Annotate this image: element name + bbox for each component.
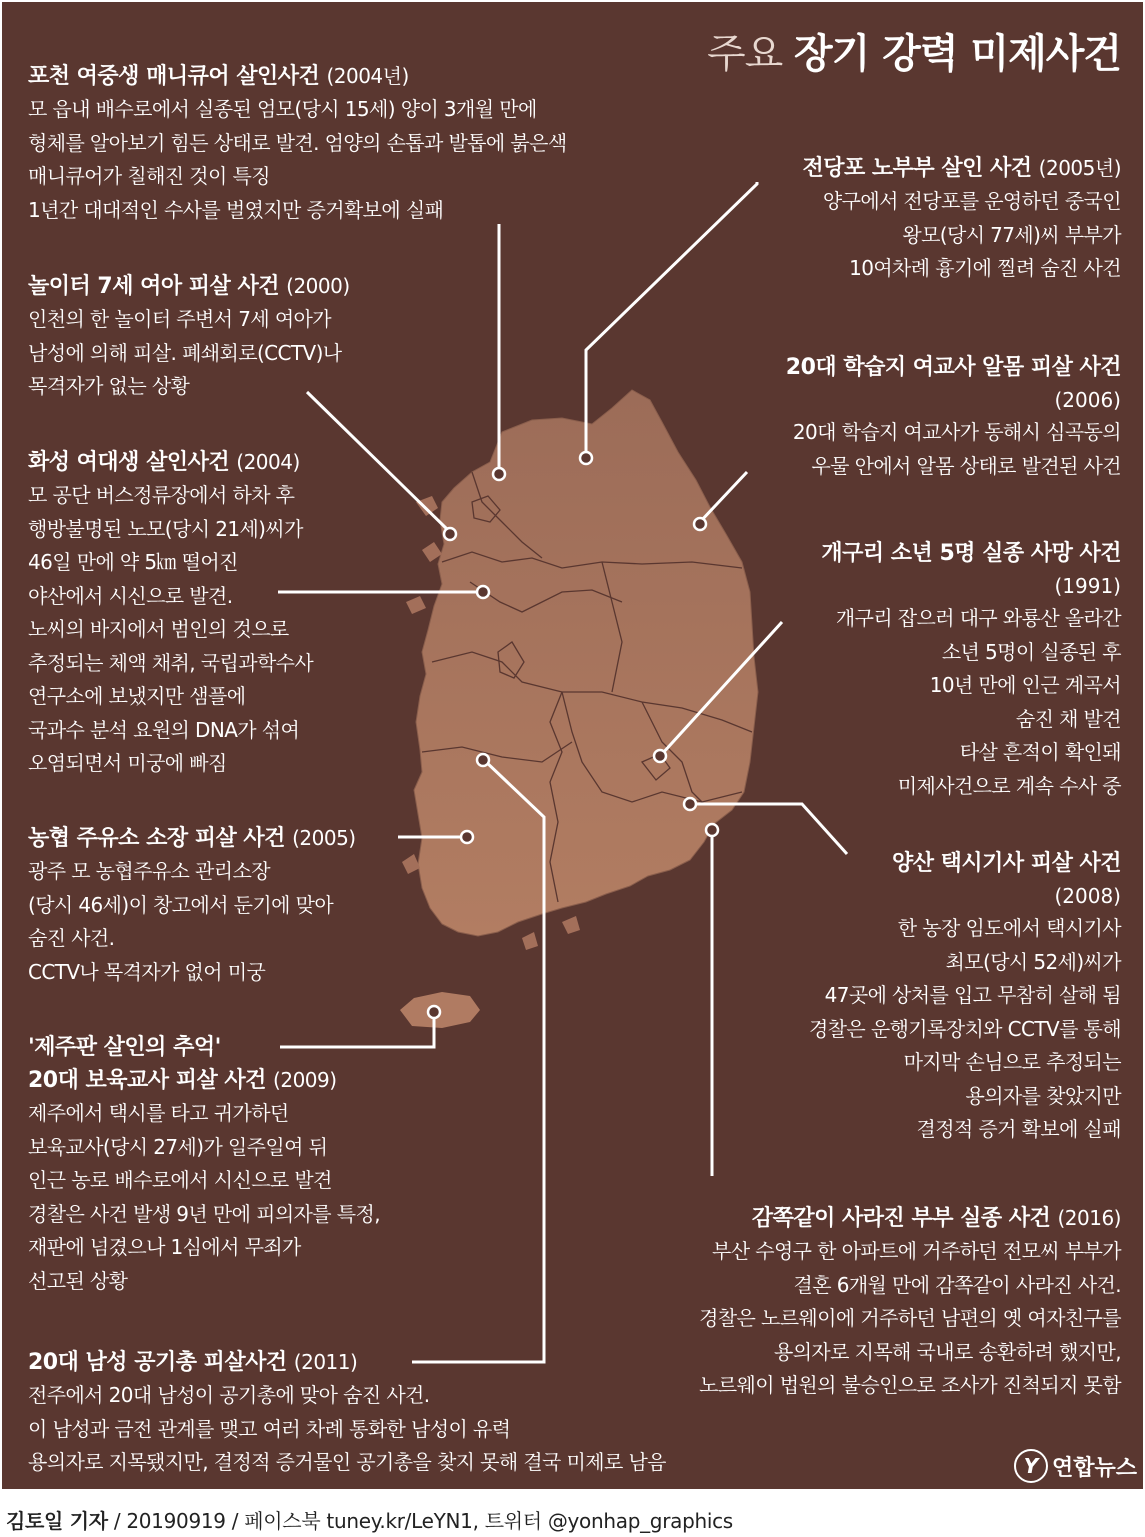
case-line: 남성에 의해 피살. 폐쇄회로(CCTV)나 (28, 340, 342, 365)
dot-nonghyup (461, 831, 473, 843)
case-line: 47곳에 상처를 입고 무참히 살해 됨 (824, 983, 1121, 1007)
case-line: 숨진 채 발견 (1015, 706, 1121, 731)
dot-hwaseong (477, 586, 489, 598)
case-line: 이 남성과 금전 관계를 맺고 여러 차례 통화한 남성이 유력 (28, 1416, 511, 1441)
case-line: 노씨의 바지에서 범인의 것으로 (28, 617, 289, 641)
dot-teacher (694, 518, 706, 530)
case-line: 재판에 넘겼으나 1심에서 무죄가 (28, 1235, 301, 1259)
case-line: 형체를 알아보기 힘든 상태로 발견. 엄양의 손톱과 발톱에 붉은색 (28, 130, 567, 155)
case-line: 매니큐어가 칠해진 것이 특징 (28, 164, 270, 188)
dot-jeju (428, 1006, 440, 1018)
case-line: 1년간 대대적인 수사를 벌였지만 증거확보에 실패 (28, 197, 444, 222)
case-busan (699, 1202, 1121, 1403)
dot-busan (706, 824, 718, 836)
dot-frog (654, 750, 666, 762)
case-year: (2005) (292, 826, 356, 850)
author-name: 김토일 기자 (6, 1509, 108, 1533)
case-title: 20대 남성 공기총 피살사건 (28, 1350, 287, 1375)
yonhap-logo-mark: Y (1014, 1449, 1048, 1483)
credit-details: / 20190919 / 페이스북 tuney.kr/LeYN1, 트위터 @yonhap_graphics (107, 1509, 733, 1533)
case-line: 용의자로 지목해 국내로 송환하려 했지만, (773, 1339, 1121, 1364)
case-line: 경찰은 노르웨이에 거주하던 남편의 옛 여자친구를 (699, 1306, 1121, 1330)
case-title: 20대 보육교사 피살 사건 (28, 1068, 266, 1093)
case-line: 양구에서 전당포를 운영하던 중국인 (822, 189, 1121, 213)
case-year: (2009) (273, 1068, 337, 1092)
case-subtitle: '제주판 살인의 추억' (28, 1035, 221, 1060)
mainland-shape (414, 390, 758, 936)
case-line: 결혼 6개월 만에 감쪽같이 사라진 사건. (793, 1272, 1121, 1297)
case-year: (2005년) (1038, 156, 1121, 180)
main-heading (707, 22, 1121, 79)
case-line: 야산에서 시신으로 발견. (28, 583, 233, 608)
dot-playground (444, 528, 456, 540)
case-line: 오염되면서 미궁에 빠짐 (28, 751, 227, 775)
yonhap-logo (1014, 1449, 1137, 1483)
heading-main: 장기 강력 미제사건 (794, 31, 1121, 77)
case-hwaseong (28, 446, 313, 781)
case-year: (2008) (1054, 884, 1121, 908)
case-year: (2004) (236, 450, 300, 474)
case-line: 광주 모 농협주유소 관리소장 (28, 859, 270, 883)
heading-prefix: 주요 (707, 31, 783, 77)
case-line: 제주에서 택시를 타고 귀가하던 (28, 1101, 289, 1125)
case-title: 감쪽같이 사라진 부부 실종 사건 (751, 1206, 1051, 1231)
credit-footer (6, 1505, 733, 1534)
case-title: 놀이터 7세 여아 피살 사건 (28, 274, 279, 299)
case-pocheon (28, 60, 567, 227)
case-teacher (786, 352, 1121, 483)
infographic-frame (2, 2, 1143, 1489)
case-frog (821, 538, 1121, 803)
case-line: 연구소에 보냈지만 샘플에 (28, 684, 246, 708)
case-line: 소년 5명이 실종된 후 (941, 639, 1121, 664)
case-line: 목격자가 없는 상황 (28, 374, 190, 398)
dot-airgun (477, 754, 489, 766)
yonhap-logo-text: 연합뉴스 (1051, 1455, 1137, 1481)
case-line: 부산 수영구 한 아파트에 거주하던 전모씨 부부가 (712, 1239, 1121, 1263)
case-title: 농협 주유소 소장 피살 사건 (28, 826, 285, 851)
case-year: (2004년) (326, 64, 409, 88)
dot-pocheon (493, 468, 505, 480)
case-line: 46일 만에 약 5㎞ 떨어진 (28, 550, 238, 574)
case-title: 20대 학습지 여교사 알몸 피살 사건 (785, 355, 1121, 380)
case-line: 국과수 분석 요원의 DNA가 섞여 (28, 717, 300, 742)
case-yangsan (809, 848, 1121, 1147)
case-line: 왕모(당시 77세)씨 부부가 (902, 222, 1121, 247)
case-year: (2006) (1054, 388, 1121, 412)
case-line: 보육교사(당시 27세)가 일주일여 뒤 (28, 1134, 328, 1159)
case-line: 인근 농로 배수로에서 시신으로 발견 (28, 1168, 332, 1192)
case-line: 전주에서 20대 남성이 공기총에 맞아 숨진 사건. (28, 1383, 430, 1407)
case-line: 경찰은 사건 발생 9년 만에 피의자를 특정, (28, 1201, 380, 1226)
case-line: 용의자를 찾았지만 (965, 1083, 1121, 1108)
case-title: 개구리 소년 5명 실종 사망 사건 (821, 541, 1121, 566)
case-pawnshop (803, 152, 1122, 286)
case-line: 우물 안에서 알몸 상태로 발견된 사건 (811, 453, 1121, 478)
dot-pawnshop (580, 452, 592, 464)
case-line: 숨진 사건. (28, 926, 115, 950)
case-title: 전당포 노부부 살인 사건 (802, 156, 1032, 181)
case-line: 모 공단 버스정류장에서 하차 후 (28, 483, 295, 507)
case-line: 10년 만에 인근 계곡서 (929, 673, 1121, 697)
case-playground (28, 270, 350, 404)
case-line: 마지막 손님으로 추정되는 (903, 1050, 1121, 1074)
case-line: 20대 학습지 여교사가 동해시 심곡동의 (792, 420, 1121, 444)
case-title: 화성 여대생 살인사건 (28, 450, 230, 475)
case-line: 행방불명된 노모(당시 21세)씨가 (28, 516, 303, 541)
case-year: (2000) (286, 274, 350, 298)
case-year: (1991) (1054, 574, 1121, 598)
case-line: 한 농장 임도에서 택시기사 (897, 916, 1121, 940)
case-line: 노르웨이 법원의 불승인으로 조사가 진척되지 못함 (699, 1373, 1121, 1397)
case-line: 결정적 증거 확보에 실패 (916, 1117, 1121, 1141)
dot-yangsan (684, 798, 696, 810)
case-line: 최모(당시 52세)씨가 (945, 949, 1121, 974)
case-jeju (28, 1032, 380, 1298)
case-line: 10여차례 흉기에 찔려 숨진 사건 (849, 256, 1121, 280)
case-line: 경찰은 운행기록장치와 CCTV를 통해 (808, 1016, 1121, 1041)
case-line: 타살 흔적이 확인돼 (959, 740, 1121, 764)
case-line: 개구리 잡으러 대구 와룡산 올라간 (835, 606, 1121, 630)
case-line: (당시 46세)이 창고에서 둔기에 맞아 (28, 892, 334, 917)
case-airgun (28, 1346, 666, 1480)
case-nonghyup (28, 822, 356, 989)
case-line: 모 읍내 배수로에서 실종된 엄모(당시 15세) 양이 3개월 만에 (28, 97, 537, 121)
case-title: 포천 여중생 매니큐어 살인사건 (28, 64, 320, 89)
case-line: CCTV나 목격자가 없어 미궁 (28, 959, 266, 984)
case-title: 양산 택시기사 피살 사건 (892, 851, 1121, 876)
case-year: (2016) (1057, 1206, 1121, 1230)
case-line: 추정되는 체액 채취, 국립과학수사 (28, 650, 314, 675)
case-year: (2011) (293, 1350, 358, 1374)
case-line: 인천의 한 놀이터 주변서 7세 여아가 (28, 307, 331, 331)
case-line: 선고된 상황 (28, 1268, 128, 1293)
case-line: 미제사건으로 계속 수사 중 (897, 773, 1121, 798)
case-line: 용의자로 지목됐지만, 결정적 증거물인 공기총을 찾지 못해 결국 미제로 남음 (28, 1450, 666, 1474)
